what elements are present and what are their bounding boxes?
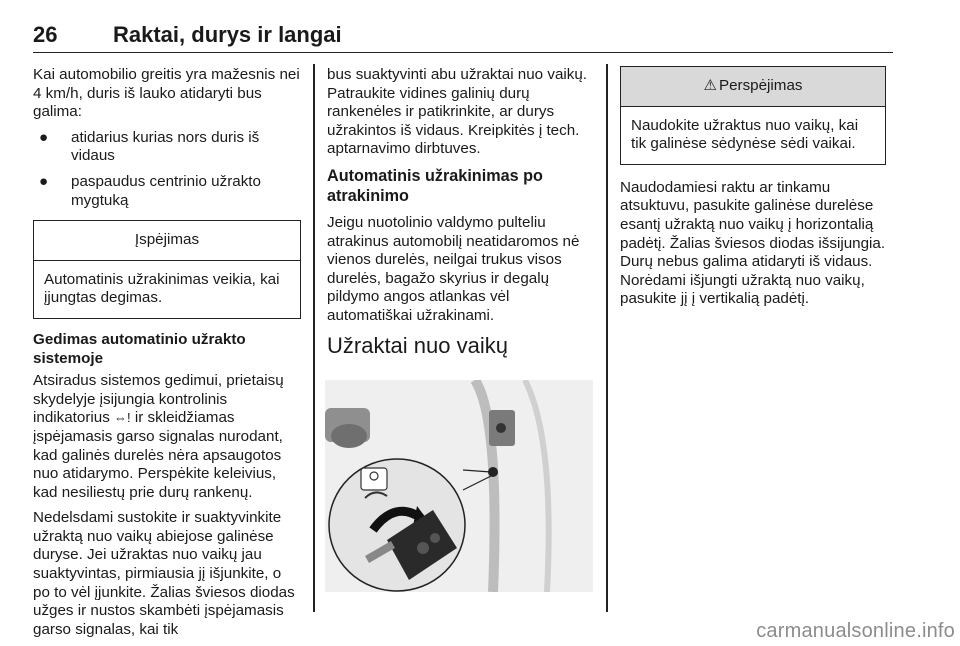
auto-relock-paragraph: Jeigu nuotolinio valdymo pulteliu atrakinus automobilį neatidaromos nė vienos durelės, neilgai trukus visos durelės, bagažo skyrius ir degalų pildymo angos atlankas vėl automatiškai užrakinami. [327,213,580,324]
notice-body: Automatinis užrakinimas veikia, kai įjungtas degimas. [44,270,280,307]
page-title: Raktai, durys ir langai [113,22,342,47]
bullet-icon: ● [39,128,49,146]
failure-paragraph-1: Atsiradus sistemos gedimui, prietaisų skydelyje įsijungia kontrolinis indikatorius ⇔! ir skleidžiamas įspėjamasis garso signalas nurodant, kad galinės durelės nėra apsaugotos nuo atidarymo. Perspėkite keleivius, kad nesiliestų prie durų rankenų. [33,372,284,501]
child-lock-illustration [325,380,593,592]
watermark: carmanualsonline.info [756,620,955,642]
door-key-diagram-icon [325,380,593,592]
warning-body: Naudokite užraktus nuo vaikų, kai tik galinėse sėdynėse sėdi vaikai. [631,116,859,153]
list-item: ● atidarius kurias nors duris iš vidaus [33,129,301,166]
warning-title: ⚠ Perspėjimas [621,67,885,107]
column-3 [620,66,886,316]
intro-paragraph: Kai automobilio greitis yra mažesnis nei 4 km/h, duris iš lauko atidaryti bus galima: [33,66,300,121]
column-divider-2 [606,64,608,612]
failure-paragraph-2: Nedelsdami sustokite ir suaktyvinkite užraktą nuo vaikų abiejose galinėse duryse. Jei užraktas nuo vaikų jau suaktyvintas, pirmiausia jį išjunkite, o po to vėl įjunkite. Žalias šviesos diodas užges ir nustos skambėti įspėjamasis garso signalas, kai tik [33,509,295,638]
notice-title: Įspėjimas [34,221,300,261]
column-1 [33,66,301,646]
warning-triangle-icon: ⚠ [703,77,717,94]
failure-heading: Gedimas automatinio užrakto sistemoje [33,330,246,367]
door-open-warning-icon: ⇔! [114,410,131,426]
list-item: ● paspaudus centrinio užrakto mygtuką [33,173,301,210]
child-lock-instructions: Naudodamiesi raktu ar tinkamu atsuktuvu, pasukite galinėse durelėse esantį užraktą nuo vaikų į horizontalią padėtį. Žalias šviesos diodas išsijungia. Durų nebus galima atidaryti iš vidaus. Norėdami išjungti užraktą nuo vaikų, pasukite jį į vertikalią padėtį. [620,178,886,308]
warning-box [620,66,886,165]
continued-paragraph: bus suaktyvinti abu užraktai nuo vaikų. Patraukite vidines galinių durų rankenėles ir patikrinkite, ar durys užrakintos iš vidaus. Kreipkitės į tech. aptarnavimo dirbtuves. [327,66,588,158]
column-divider-1 [313,64,315,612]
auto-relock-heading: Automatinis užrakinimas po atrakinimo [327,166,543,205]
notice-box [33,220,301,319]
column-2 [327,66,595,369]
page-number: 26 [33,22,58,47]
child-locks-heading: Užraktai nuo vaikų [327,332,508,358]
bullet-icon: ● [39,172,49,190]
page-header [33,18,893,53]
